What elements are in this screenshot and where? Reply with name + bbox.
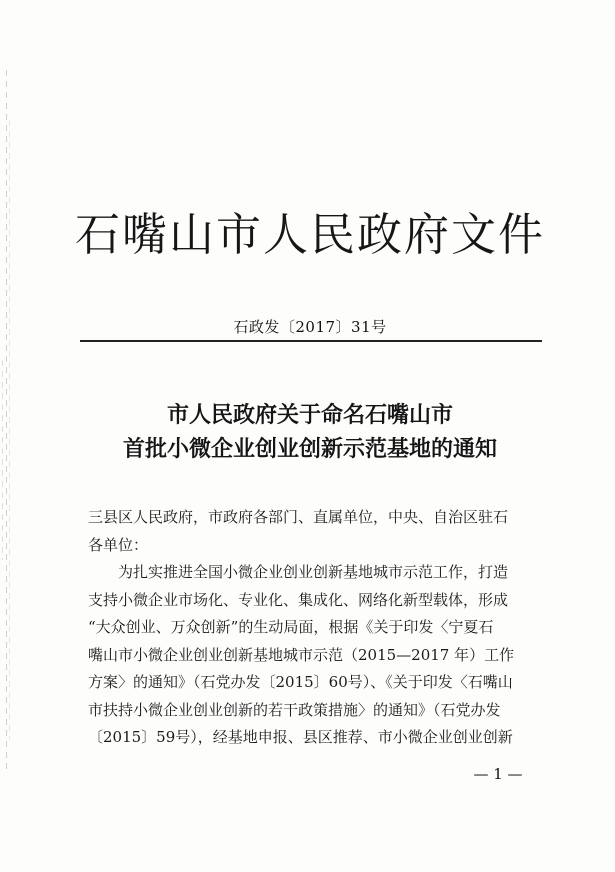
notice-title [60,398,560,466]
body-line: 各单位： [88,535,149,554]
document-header-title: 石嘴山市人民政府文件 [74,208,545,261]
header-divider [80,340,542,342]
body-text [88,504,540,752]
body-line: 三县区人民政府，市政府各部门、直属单位，中央、自治区驻石 [88,508,509,526]
notice-title-line: 首批小微企业创业创新示范基地的通知 [122,436,497,462]
body-line: 方案〉的通知》（石党办发〔2015〕60号）、《关于印发〈石嘴山 [88,673,513,691]
scan-edge-mark [2,360,3,560]
body-line: 嘴山市小微企业创业创新基地城市示范（2015—2017 年）工作 [88,645,515,664]
body-line: 〔2015〕59号），经基地申报、县区推荐、市小微企业创业创新 [88,728,513,746]
body-line: “大众创业、万众创新”的生动局面，根据《关于印发〈宁夏石 [88,618,494,636]
page-number: — 1 — [473,765,523,783]
scan-edge-mark [6,70,7,770]
body-line: 市扶持小微企业创业创新的若干政策措施〉的通知》（石党办发 [88,700,501,719]
notice-title-line: 市人民政府关于命名石嘴山市 [166,402,453,428]
body-line: 为扎实推进全国小微企业创业创新基地城市示范工作，打造 [88,563,509,581]
scan-edge-mark [9,120,10,740]
body-line: 支持小微企业市场化、专业化、集成化、网络化新型载体，形成 [88,590,509,609]
document-number: 石政发〔2017〕31号 [233,318,387,336]
